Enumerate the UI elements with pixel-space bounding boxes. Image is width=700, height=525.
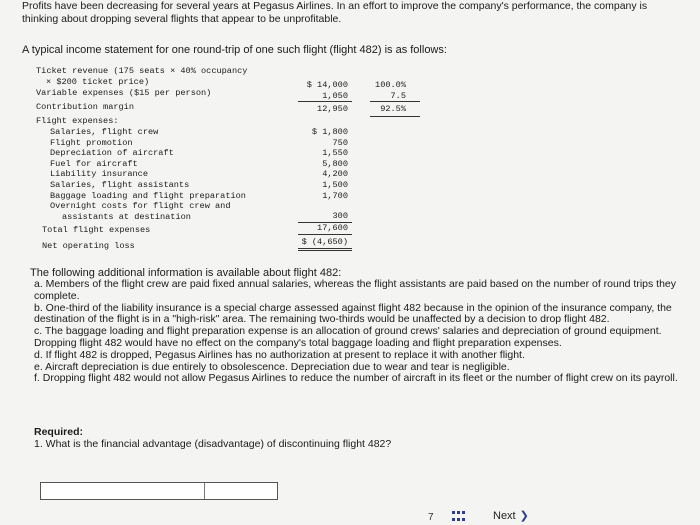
statement-intro: A typical income statement for one round-trip of one such flight (flight 482) is as follows: <box>22 44 447 56</box>
list-item: b. One-third of the liability insurance is a special charge assessed against flight 482 because in the opinion of the insurance company, the destination of the flight is in a "high-risk" area. The remaining two-thirds would be unaffected by a decision to drop flight 482. <box>34 301 672 326</box>
list-item: e. Aircraft depreciation is due entirely to obsolescence. Depreciation due to wear and tear is negligible. <box>34 360 510 373</box>
total-flight-expenses-value: 17,600 <box>317 223 348 233</box>
expense-label: Salaries, flight assistants <box>50 180 190 190</box>
expense-label: Overnight costs for flight crew and <box>50 201 231 212</box>
expense-value: 1,700 <box>322 190 348 201</box>
list-item: d. If flight 482 is dropped, Pegasus Airlines has no authorization at present to replace it with another flight. <box>34 348 525 361</box>
variable-expenses-value: 1,050 <box>322 91 348 101</box>
expense-value: 300 <box>332 211 348 221</box>
expense-label: Fuel for aircraft <box>50 158 138 169</box>
variable-expenses-pct: 7.5 <box>390 91 406 101</box>
list-item: a. Members of the flight crew are paid fixed annual salaries, whereas the flight assistants are paid based on the number of round trips they complete. <box>34 278 677 302</box>
list-item: c. The baggage loading and flight preparation expense is an allocation of ground crews' salaries and depreciation of ground equipment. Dropping flight 482 would have no effect on the company's total baggage loading and flight preparation expenses. <box>34 325 662 349</box>
required-heading: Required: <box>34 426 84 438</box>
underline <box>298 101 352 102</box>
additional-info-heading: The following additional information is available about flight 482: <box>30 267 342 279</box>
intro-paragraph <box>22 0 692 26</box>
next-button[interactable] <box>493 509 529 522</box>
chevron-right-icon: ❯ <box>519 510 529 522</box>
expense-label: Depreciation of aircraft <box>50 148 174 159</box>
expense-label: Flight promotion <box>50 137 133 148</box>
expense-value: 1,500 <box>322 180 348 190</box>
variable-expenses-label: Variable expenses ($15 per person) <box>36 88 212 98</box>
expense-value: $ 1,800 <box>311 127 348 137</box>
net-operating-loss-label: Net operating loss <box>42 241 135 251</box>
expense-value: 750 <box>332 137 348 148</box>
additional-info-list <box>34 279 694 385</box>
answer-input-right[interactable] <box>206 483 278 499</box>
intro-line-2: thinking about dropping several flights that appear to be unprofitable. <box>22 13 342 25</box>
double-underline <box>370 116 420 117</box>
expense-value: 4,200 <box>322 169 348 180</box>
ticket-revenue-label-2: × $200 ticket price) <box>46 76 150 87</box>
intro-line-1: Profits have been decreasing for several years at Pegasus Airlines. In an effort to improve the company's performance, the company is <box>22 0 648 12</box>
expense-label: Baggage loading and flight preparation <box>50 190 246 201</box>
underline <box>370 101 420 102</box>
bottom-navigation <box>0 508 700 525</box>
expense-value: 5,800 <box>322 158 348 169</box>
contribution-margin-pct: 92.5% <box>380 104 406 114</box>
double-underline <box>298 248 352 249</box>
page-indicator: 7 <box>428 512 434 523</box>
expense-value: 1,550 <box>322 148 348 159</box>
expense-label: Liability insurance <box>50 169 148 180</box>
ticket-revenue-value: $ 14,000 <box>306 80 348 90</box>
next-label: Next <box>493 510 516 522</box>
required-question: 1. What is the financial advantage (disadvantage) of discontinuing flight 482? <box>34 438 392 450</box>
underline <box>298 234 352 235</box>
double-underline <box>298 250 352 251</box>
ticket-revenue-pct: 100.0% <box>375 80 406 90</box>
required-section <box>34 426 391 450</box>
net-operating-loss-value: $ (4,650) <box>301 237 348 247</box>
total-flight-expenses-label: Total flight expenses <box>42 225 151 235</box>
answer-input-left[interactable] <box>41 483 205 499</box>
expense-label: assistants at destination <box>62 211 191 222</box>
ticket-revenue-label-1: Ticket revenue (175 seats × 40% occupancy <box>36 66 248 76</box>
answer-table <box>40 482 278 500</box>
contribution-margin-label: Contribution margin <box>36 102 134 112</box>
answer-divider <box>204 483 205 499</box>
contribution-margin-value: 12,950 <box>317 104 348 114</box>
list-item: f. Dropping flight 482 would not allow Pegasus Airlines to reduce the number of aircraft in its fleet or the number of flight crew on its payroll. <box>34 372 678 385</box>
expense-label: Salaries, flight crew <box>50 127 159 137</box>
flight-expenses-label: Flight expenses: <box>36 116 119 126</box>
grid-icon[interactable] <box>452 511 466 523</box>
